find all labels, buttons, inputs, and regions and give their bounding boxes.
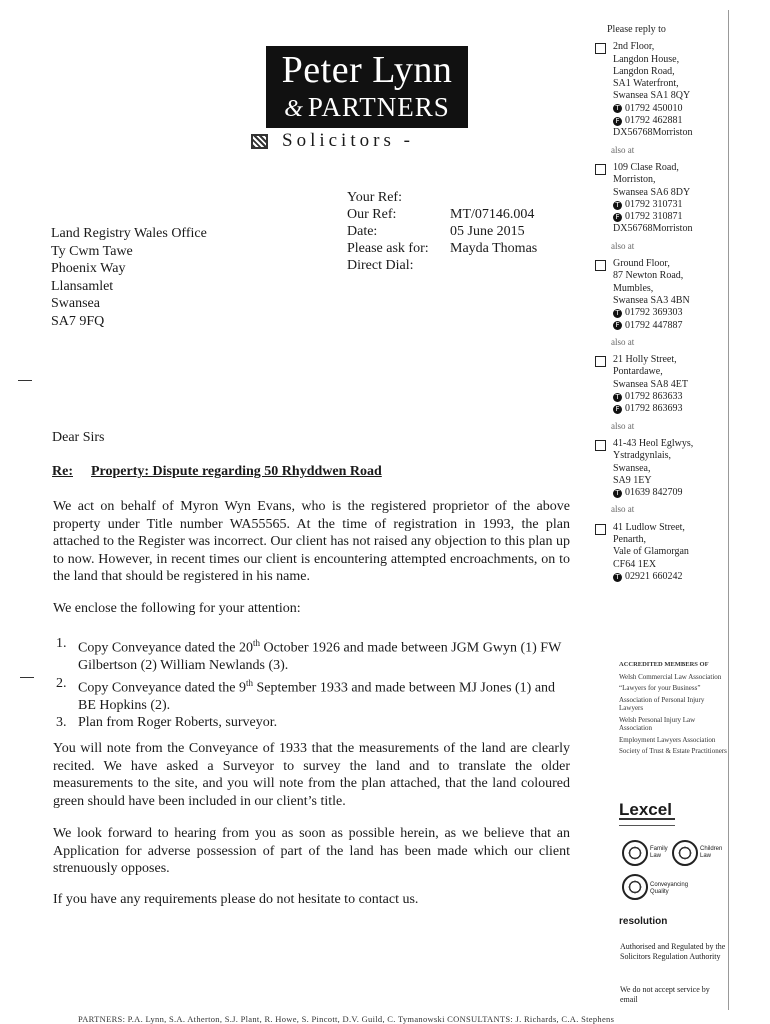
office-line: 87 Newton Road,: [613, 270, 684, 282]
office-line: Swansea SA8 4ET: [613, 378, 688, 390]
office-line: CF64 1EX: [613, 558, 657, 570]
office-line: 41-43 Heol Eglwys,: [613, 437, 694, 449]
children-law-badge-icon: [672, 840, 698, 866]
checkbox-icon: [595, 524, 606, 535]
fax-icon: F: [613, 213, 622, 222]
office-phone: [613, 211, 725, 223]
paragraph-5: If you have any requirements please do not hesitate to contact us.: [53, 892, 419, 907]
reference-block: [347, 189, 590, 274]
firm-logo: [266, 46, 468, 128]
family-law-badge-icon: [622, 840, 648, 866]
reference-label: Date:: [347, 224, 378, 239]
logo-name-line2: [266, 92, 468, 124]
office-phone: [613, 103, 725, 115]
reference-label: Direct Dial:: [347, 258, 414, 273]
office-address: [595, 162, 725, 236]
paragraph-1: We act on behalf of Myron Wyn Evans, who is the registered proprietor of the above property under Title number WA55565. At the time of registration in 1993, the plan attached to the Register was incorrect. Our client has not raised any objection to this plan up to now. However, in recent times our client is encountering attempted encroachments, on to the land that should be registered in his name.: [53, 499, 570, 584]
checkbox-icon: [595, 43, 606, 54]
paragraph-2: We enclose the following for your attention:: [53, 601, 301, 616]
lexcel-logo: Lexcel: [619, 800, 672, 819]
office-phone: [613, 487, 725, 499]
reference-value: MT/07146.004: [450, 207, 535, 222]
office-phone: [613, 403, 725, 415]
partners-footer: PARTNERS: P.A. Lynn, S.A. Atherton, S.J. Plant, R. Howe, S. Pincott, D.V. Guild, C. Tymanowski CONSULTANTS: J. Richards, C.A. Stephens: [78, 1014, 615, 1024]
office-line: 21 Holly Street,: [613, 354, 677, 366]
logo-name-line1: Peter Lynn: [281, 49, 453, 91]
salutation: Dear Sirs: [52, 430, 105, 445]
accreditation-item: Welsh Commercial Law Association: [619, 672, 722, 681]
paragraph-4: We look forward to hearing from you as soon as possible herein, as we believe that an Application for adverse possession of part of the land has been made which our client strenuously opposes.: [53, 826, 570, 876]
also-at-label: also at: [611, 240, 635, 251]
checkbox-icon: [595, 356, 606, 367]
office-line: Swansea SA1 8QY: [613, 90, 691, 102]
reference-label: Please ask for:: [347, 241, 429, 256]
also-at-label: also at: [611, 336, 635, 347]
office-line: Morriston,: [613, 174, 656, 186]
subject-label: Re:: [52, 464, 73, 479]
fax-icon: F: [613, 405, 622, 414]
enclosure-item: [56, 675, 572, 715]
accreditation-item: Employment Lawyers Association: [619, 735, 716, 744]
office-address: [595, 522, 725, 583]
accreditation-item: Society of Trust & Estate Practitioners: [619, 747, 727, 755]
office-phone: [613, 199, 725, 211]
office-line: Mumbles,: [613, 282, 654, 294]
enclosure-text: Copy Conveyance dated the 20th October 1926 and made between JGM Gwyn (1) FW Gilbertson (2) William Newlands (3).: [78, 638, 562, 674]
conveyancing-badge-icon: [622, 874, 648, 900]
accreditation-item: “Lawyers for your Business”: [619, 684, 701, 692]
conveyancing-label: Conveyancing Quality: [650, 882, 689, 895]
office-address: [595, 438, 725, 499]
dx-number: DX56768Morriston: [613, 223, 693, 235]
also-at-label: also at: [611, 504, 635, 515]
email-service-notice: We do not accept service by email: [620, 985, 710, 1004]
office-phone: [613, 571, 725, 583]
phone-number: 01792 310871: [625, 211, 683, 223]
regulation-notice: Authorised and Regulated by the Solicitors Regulation Authority: [620, 942, 726, 961]
dx-number: DX56768Morriston: [613, 127, 693, 139]
office-line: Penarth,: [613, 533, 647, 545]
office-line: Ground Floor,: [613, 258, 670, 270]
subject-text: Property: Dispute regarding 50 Rhyddwen Road: [91, 464, 382, 479]
enclosure-text: Plan from Roger Roberts, surveyor.: [78, 715, 278, 731]
margin-mark: [20, 677, 34, 678]
telephone-icon: T: [613, 201, 622, 210]
enclosure-number: 2.: [56, 675, 67, 691]
office-line: Ystradgynlais,: [613, 450, 672, 462]
subject-line: [52, 464, 382, 480]
telephone-icon: T: [613, 309, 622, 318]
office-line: Langdon Road,: [613, 65, 675, 77]
paragraph-3: You will note from the Conveyance of 1933 that the measurements of the land are clearly recited. We have asked a Surveyor to survey the land and to translate the older measurements to the site, and you will note from the plan attached, that the land coloured green should have been included in our client’s title.: [53, 741, 570, 809]
sidebar-rule: [728, 10, 729, 1010]
reference-row: [347, 189, 590, 206]
office-line: 109 Clase Road,: [613, 161, 679, 173]
address-line: Land Registry Wales Office: [51, 226, 207, 241]
phone-number: 01792 863633: [625, 391, 683, 403]
reference-row: [347, 206, 590, 223]
reference-value: [450, 189, 590, 206]
office-phone: [613, 320, 725, 332]
office-line: Langdon House,: [613, 53, 680, 65]
accredited-heading: ACCREDITED MEMBERS OF: [619, 661, 709, 668]
phone-number: 01792 369303: [625, 307, 683, 319]
office-line: 41 Ludlow Street,: [613, 521, 685, 533]
also-at-label: also at: [611, 420, 635, 431]
ordinal-suffix: th: [252, 638, 260, 648]
logo-partners: PARTNERS: [307, 92, 450, 122]
ordinal-suffix: th: [245, 677, 253, 688]
lexcel-underline: [619, 818, 675, 826]
family-law-label: Family Law: [650, 846, 668, 859]
telephone-icon: T: [613, 393, 622, 402]
reference-row: [347, 240, 590, 257]
office-line: Swansea SA3 4BN: [613, 294, 690, 306]
office-line: Swansea SA6 8DY: [613, 186, 691, 198]
reply-label: Please reply to: [607, 24, 666, 35]
phone-number: 01639 842709: [625, 487, 683, 499]
telephone-icon: T: [613, 573, 622, 582]
address-line: Swansea: [51, 296, 100, 311]
accreditation-item: Welsh Personal Injury Law Association: [619, 715, 696, 732]
fax-icon: F: [613, 321, 622, 330]
office-line: Vale of Glamorgan: [613, 546, 689, 558]
accreditations: [619, 661, 729, 759]
office-address: [595, 258, 725, 332]
address-line: SA7 9FQ: [51, 313, 105, 329]
office-line: 2nd Floor,: [613, 41, 655, 53]
resolution-logo: resolution: [619, 916, 668, 927]
reference-row: [347, 257, 590, 274]
phone-number: 02921 660242: [625, 570, 683, 582]
phone-number: 01792 310731: [625, 198, 683, 210]
fax-icon: F: [613, 117, 622, 126]
phone-number: 01792 447887: [625, 319, 683, 331]
phone-number: 01792 462881: [625, 115, 683, 127]
phone-number: 01792 450010: [625, 102, 683, 114]
enclosure-number: 3.: [56, 715, 67, 731]
reference-row: [347, 223, 590, 240]
office-address: [595, 41, 725, 139]
reference-label: Our Ref:: [347, 207, 397, 222]
telephone-icon: T: [613, 104, 622, 113]
enclosure-item: [56, 635, 572, 675]
checkbox-icon: [595, 164, 606, 175]
office-phone: [613, 307, 725, 319]
address-line: Llansamlet: [51, 278, 114, 294]
logo-mark-icon: [251, 134, 268, 149]
telephone-icon: T: [613, 489, 622, 498]
enclosure-text: Copy Conveyance dated the 9th September 1933 and made between MJ Jones (1) and BE Hopkins (2).: [78, 677, 556, 713]
office-line: SA1 Waterfront,: [613, 78, 679, 90]
reference-value: 05 June 2015: [450, 224, 525, 239]
address-line: Phoenix Way: [51, 261, 126, 276]
enclosure-list: [56, 635, 572, 732]
office-list: [595, 24, 725, 583]
also-at-label: also at: [611, 144, 635, 155]
phone-number: 01792 863693: [625, 403, 683, 415]
logo-ampersand: &: [284, 96, 304, 122]
margin-mark: [18, 380, 32, 381]
address-line: Ty Cwm Tawe: [51, 243, 133, 259]
office-phone: [613, 115, 725, 127]
office-line: Pontardawe,: [613, 366, 663, 378]
office-line: Swansea,: [613, 462, 651, 474]
children-law-label: Children Law: [700, 846, 723, 859]
enclosure-item: [56, 714, 572, 732]
tagline: Solicitors -: [282, 130, 414, 151]
checkbox-icon: [595, 260, 606, 271]
reference-label: Your Ref:: [347, 190, 402, 205]
enclosure-number: 1.: [56, 636, 67, 651]
office-line: SA9 1EY: [613, 474, 652, 486]
reference-value: Mayda Thomas: [450, 241, 538, 256]
checkbox-icon: [595, 440, 606, 451]
reference-value: [450, 257, 590, 274]
recipient-address: [51, 225, 207, 330]
office-address: [595, 354, 725, 415]
office-phone: [613, 391, 725, 403]
accreditation-item: Association of Personal Injury Lawyers: [619, 695, 705, 712]
